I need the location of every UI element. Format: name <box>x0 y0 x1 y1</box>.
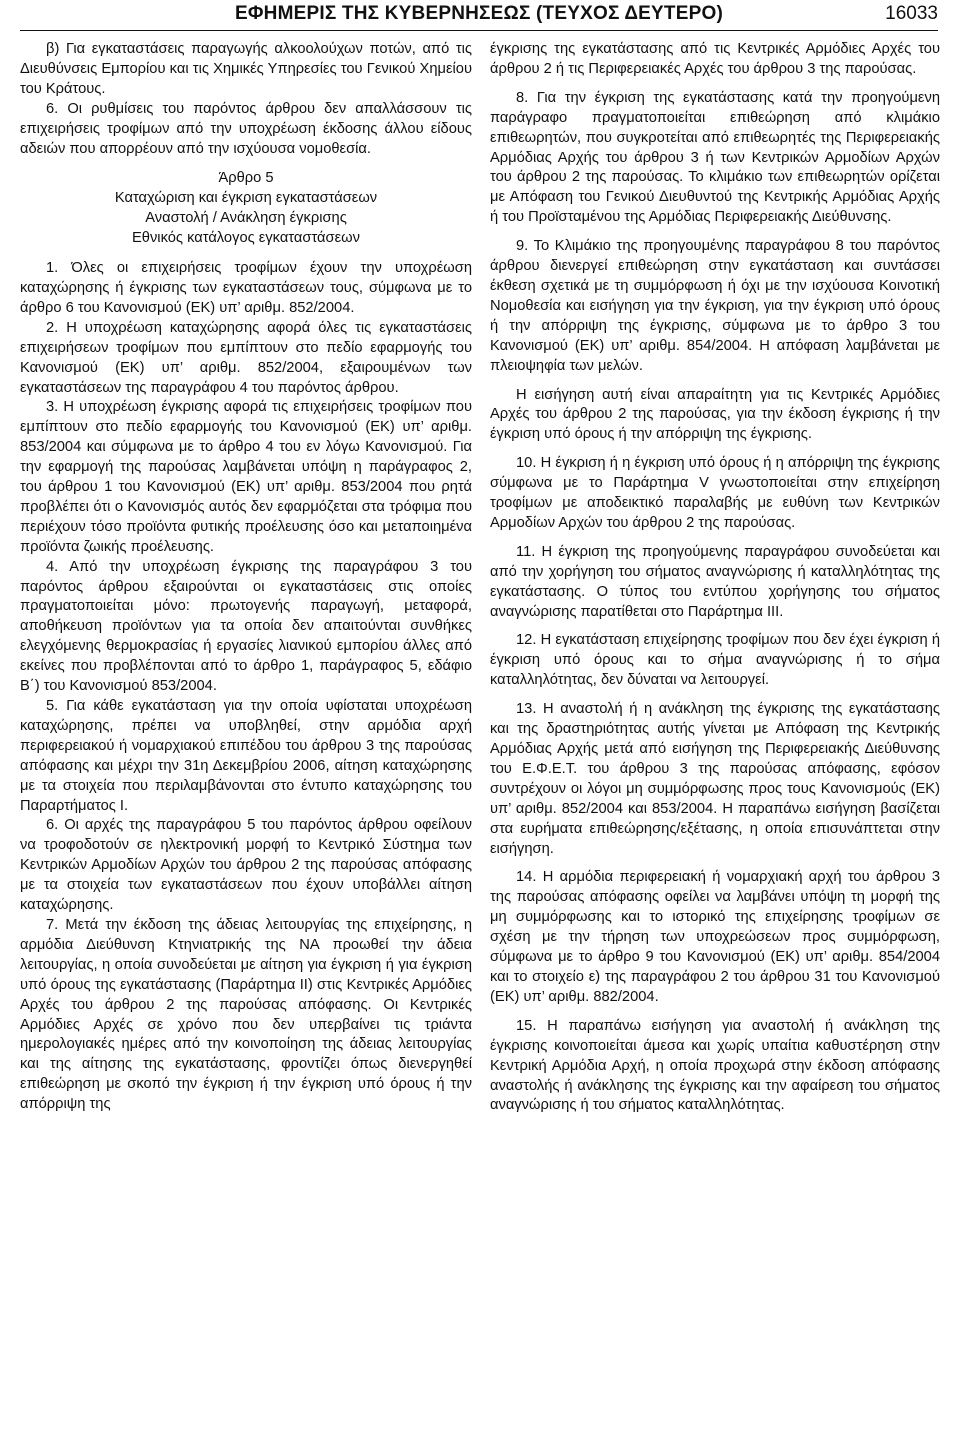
page-number: 16033 <box>885 3 938 24</box>
article-number: Άρθρο 5 <box>218 170 274 187</box>
article5-paragraph-12: 12. Η εγκατάσταση επιχείρησης τροφίμων που δεν έχει έγκριση ή έγκριση υπό όρους και το σήμα αναγνώρισης ή το σήμα καταλληλότητας, δεν δύναται να λειτουργεί. <box>490 632 940 689</box>
article-heading <box>20 169 472 249</box>
gazette-title: ΕΦΗΜΕΡΙΣ ΤΗΣ ΚΥΒΕΡΝΗΣΕΩΣ (ΤΕΥΧΟΣ ΔΕΥΤΕΡΟ) <box>235 3 723 24</box>
article5-paragraph-10: 10. Η έγκριση ή η έγκριση υπό όρους ή η απόρριψη της έγκρισης σύμφωνα με το Παράρτημα V γνωστοποιείται στην επιχείρηση τροφίμων με αποδεικτικό παραλαβής με ευθύνη των Κεντρικών Αρμοδίων Αρχών του άρθρου 2 της παρούσας. <box>490 455 940 531</box>
article5-paragraph-15: 15. Η παραπάνω εισήγηση για αναστολή ή ανάκληση της έγκρισης κοινοποιείται άμεσα και χωρίς υπαίτια καθυστέρηση στην Κεντρική Αρμόδια Αρχή, η οποία προχωρά στην έκδοση απόφασης αναστολής ή ανάκλησης της έγκρισης και την αφαίρεση του σήματος αναγνώρισης ή του σήματος καταλληλότητας. <box>490 1017 940 1114</box>
article5-paragraph-14: 14. Η αρμόδια περιφερειακή ή νομαρχιακή αρχή του άρθρου 3 της παρούσας απόφασης οφείλει να λαμβάνει υπόψη τη μορφή της μη συμμόρφωσης και το ιστορικό της επιχείρησης τροφίμων σε σχέση με την τήρηση των υποχρεώσεων προς συμμόρφωση, σύμφωνα με το άρθρο 9 του Κανονισμού (ΕΚ) υπ’ αριθμ. 854/2004 και το στοιχείο ε) της παραγράφου 2 του άρθρου 31 του Κανονισμού (ΕΚ) υπ’ αριθμ. 882/2004. <box>490 869 940 1005</box>
article5-paragraph-4: 4. Από την υποχρέωση έγκρισης της παραγράφου 3 του παρόντος άρθρου εξαιρούνται οι εγκαταστάσεις στις οποίες πραγματοποιείται μόνο: πρωτογενής παραγωγή, μεταφορά, αποθήκευση προϊόντων για τα οποία δεν απαιτούνται συνθήκες ελεγχόμενης θερμοκρασίας ή εργασίες λιανικού εμπορίου άλλες από εκείνες που προβλέπονται από το άρθρο 1, παράγραφος 5, εδάφιο Β΄) του Κανονισμού 853/2004. <box>20 558 472 695</box>
article5-paragraph-3: 3. Η υποχρέωση έγκρισης αφορά τις επιχειρήσεις τροφίμων που εμπίπτουν στο πεδίο εφαρμογής του Κανονισμού (ΕΚ) υπ’ αριθμ. 853/2004 και σύμφωνα με το άρθρο 4 του εν λόγω Κανονισμού. Για την εφαρμογή της παρούσας λαμβάνεται υπόψη η παράγραφος 2, του άρθρου 1 του Κανονισμού (ΕΚ) υπ’ αριθμ. 853/2004 που ρητά προβλέπει ότι ο Κανονισμός αυτός δεν εφαρμόζεται στα τρόφιμα που περιέχουν τόσο προϊόντα φυτικής προέλευσης όσο και μεταποιημένα προϊόντα ζωικής προέλευσης. <box>20 399 472 555</box>
article5-paragraph-6: 6. Οι αρχές της παραγράφου 5 του παρόντος άρθρου οφείλουν να τροφοδοτούν σε ηλεκτρονική μορφή το Κεντρικό Σύστημα των Κεντρικών Αρμοδίων Αρχών του άρθρου 2 της παρούσας απόφασης με τα στοιχεία των εγκαταστάσεων που έχουν υποβάλλει αίτηση καταχώρησης. <box>20 817 472 914</box>
article5-paragraph-8: 8. Για την έγκριση της εγκατάστασης κατά την προηγούμενη παράγραφο πραγματοποιείται επιθεώρηση από κλιμάκιο επιθεωρητών, που συγκροτείται από επιθεωρητές της Περιφερειακής Αρμόδιας Αρχής του άρθρου 3 ή των Κεντρικών Αρμοδίων Αρχών του άρθρου 2 της παρούσας. Το κλιμάκιο των επιθεωρητών ορίζεται με Απόφαση του Γενικού Διευθυντού της Κεντρικής Αρμόδιας Αρχής ή του Προϊσταμένου της Αρμόδιας Περιφερειακής Διεύθυνσης. <box>490 89 940 226</box>
article5-paragraph-9: 9. Το Κλιμάκιο της προηγουμένης παραγράφου 8 του παρόντος άρθρου διενεργεί επιθεώρηση στην εγκατάσταση και συντάσσει έκθεση σχετικά με τη συμμόρφωση ή όχι με την ισχύουσα Κοινοτική Νομοθεσία και εισήγηση για την έγκριση, για την έγκριση υπό όρους ή την απόρριψη της έγκρισης, σύμφωνα με το άρθρο 3 του Κανονισμού (ΕΚ) υπ’ αριθμ. 854/2004. Η απόφαση λαμβάνεται με πλειοψηφία των μελών. <box>490 238 940 374</box>
article5-paragraph-5: 5. Για κάθε εγκατάσταση για την οποία υφίσταται υποχρέωση καταχώρησης, πρέπει να υποβληθεί, στην αρμόδια αρχή περιφερειακού ή νομαρχιακού επιπέδου του άρθρου 3 της παρούσας απόφασης και μέχρι την 31η Δεκεμβρίου 2006, αίτηση καταχώρησης με τα στοιχεία που περιλαμβάνονται στο έντυπο καταχώρησης του Παραρτήματος Ι. <box>20 698 472 814</box>
article5-paragraph-13: 13. Η αναστολή ή η ανάκληση της έγκρισης της εγκατάστασης και της δραστηριότητας αυτής γίνεται με Απόφαση της Κεντρικής Αρμόδιας Αρχής μετά από εισήγηση της Περιφερειακής Διεύθυνσης του Ε.Φ.Ε.Τ. του άρθρου 3 της παρούσας απόφασης, εφόσον συντρέχουν οι λόγοι μη συμμόρφωσης προς τους Κανονισμούς (ΕΚ) υπ’ αριθμ. 852/2004 και 853/2004. Η παραπάνω εισήγηση βασίζεται στα ευρήματα επιθεώρησης/εξέτασης, η οποία επισυνάπτεται στην εισήγηση. <box>490 701 940 857</box>
paragraph-7-continued: έγκρισης της εγκατάστασης από τις Κεντρικές Αρμόδιες Αρχές του άρθρου 2 ή τις Περιφερειακές Αρχές του άρθρου 3 της παρούσας. <box>490 41 940 77</box>
article5-paragraph-11: 11. Η έγκριση της προηγούμενης παραγράφου συνοδεύεται και από την χορήγηση του σήματος αναγνώρισης ή καταλληλότητας της εγκατάστασης. Ο τύπος του εντύπου χορήγησης του σήματος αναγνώρισης παρατίθεται στο Παράρτημα ΙΙΙ. <box>490 543 940 620</box>
article-title-line-3: Εθνικός κατάλογος εγκαταστάσεων <box>132 230 360 247</box>
article5-paragraph-7: 7. Μετά την έκδοση της άδειας λειτουργίας της επιχείρησης, η αρμόδια Διεύθυνση Κτηνιατρικής της ΝΑ προωθεί την άδεια λειτουργίας, η οποία συνοδεύεται με αίτηση για έγκριση ή για έγκριση υπό όρους της εγκατάστασης (Παράρτημα ΙΙ) στις Κεντρικές Αρμόδιες Αρχές του άρθρου 2 της παρούσας απόφασης. Οι Κεντρικές Αρμόδιες Αρχές σε χρόνο που δεν υπερβαίνει τις τριάντα ημερολογιακές ημέρες από την κοινοποίηση της άδειας λειτουργίας και της αίτησης της εγκατάστασης, φροντίζει όπως διενεργηθεί επιθεώρηση με σκοπό την έγκριση ή την έγκριση υπό όρους ή την απόρριψη της <box>20 916 472 1113</box>
article-title-line-1: Καταχώριση και έγκριση εγκαταστάσεων <box>114 190 378 207</box>
article5-paragraph-1: 1. Όλες οι επιχειρήσεις τροφίμων έχουν την υποχρέωση καταχώρησης ή έγκρισης των εγκαταστάσεων τους, σύμφωνα με το άρθρο 6 του Κανονισμού (ΕΚ) υπ’ αριθμ. 852/2004. <box>20 260 472 316</box>
page-header <box>20 0 938 31</box>
paragraph-6: 6. Οι ρυθμίσεις του παρόντος άρθρου δεν απαλλάσσουν τις επιχειρήσεις τροφίμων από την υποχρέωση έκδοσης άλλου είδους αδειών που απορρέουν από την ισχύουσα νομοθεσία. <box>20 100 472 157</box>
article5-paragraph-2: 2. Η υποχρέωση καταχώρησης αφορά όλες τις εγκαταστάσεις επιχειρήσεων τροφίμων που εμπίπτουν στο πεδίο εφαρμογής του Κανονισμού (ΕΚ) υπ’ αριθμ. 852/2004, εξαιρουμένων των εγκαταστάσεων της παραγράφου 4 του παρόντος άρθρου. <box>20 319 472 396</box>
article5-paragraph-9b: Η εισήγηση αυτή είναι απαραίτητη για τις Κεντρικές Αρμόδιες Αρχές του άρθρου 2 της παρούσας, για την έκδοση έγκρισης ή την έγκριση υπό όρους ή την απόρριψη της έγκρισης. <box>490 386 940 443</box>
article-title-line-2: Αναστολή / Ανάκληση έγκρισης <box>145 210 347 227</box>
paragraph-b: β) Για εγκαταστάσεις παραγωγής αλκοολούχων ποτών, από τις Διευθύνσεις Εμπορίου και τις Χημικές Υπηρεσίες του Γενικού Χημείου του Κράτους. <box>20 41 472 97</box>
left-column <box>20 40 472 1115</box>
right-column <box>490 40 940 1116</box>
